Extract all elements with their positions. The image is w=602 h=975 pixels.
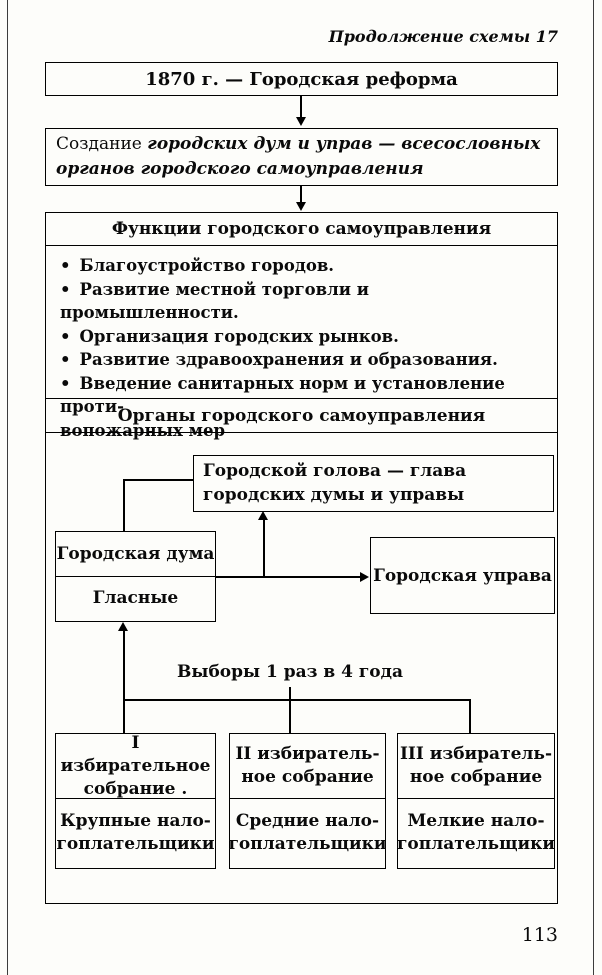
bullet-icon: • (60, 373, 71, 393)
assembly-3-payers-cell (398, 799, 554, 866)
assembly-3-title-line1: III избиратель- (399, 744, 552, 764)
connector-elections-stub (289, 687, 291, 733)
duma-text: Городская дума (56, 543, 215, 564)
assembly-2-title-line1: II избиратель- (235, 744, 380, 764)
glasnye-cell (56, 576, 215, 620)
assembly-3-box (397, 733, 555, 869)
creation-lead: Создание (56, 134, 148, 154)
connector-line-1 (300, 96, 302, 118)
assembly-1-payers-cell (56, 799, 215, 866)
assembly-3-title-line2: ное собрание (409, 767, 543, 787)
creation-emphasis-1: городских дум и управ — всесословных (147, 134, 541, 154)
connector-drop-assembly-1 (123, 700, 125, 733)
arrow-down-2-icon (296, 202, 306, 211)
arrow-right-uprava-icon (360, 572, 369, 582)
bullet-icon: • (60, 350, 71, 369)
connector-duma-golova-v (123, 480, 125, 532)
elections-label (150, 662, 430, 682)
connector-elections-h (123, 699, 471, 701)
bullet-text: Развитие здравоохранения и образования. (79, 350, 498, 369)
assembly-2-box (229, 733, 386, 869)
bullet-text: Организация городских рынков. (79, 326, 399, 346)
connector-glasnye-v (123, 630, 125, 700)
arrow-down-1-icon (296, 117, 306, 126)
golova-box (193, 455, 554, 512)
connector-drop-assembly-3 (469, 700, 471, 733)
bullet-item (60, 278, 550, 325)
bullet-text: Благоустройство городов. (79, 256, 335, 275)
uprava-box (370, 537, 555, 614)
connector-line-2 (300, 186, 302, 203)
assembly-1-title-line2: собрание . (83, 778, 188, 799)
page-edge-right (593, 0, 594, 975)
organs-header (46, 398, 557, 433)
duma-title-cell (56, 532, 215, 576)
bullet-item (60, 254, 550, 278)
assembly-2-title-line2: ное собрание (241, 767, 374, 787)
elections-label-text: Выборы 1 раз в 4 года (177, 662, 403, 682)
page-number-text: 113 (521, 924, 558, 946)
bullet-icon: • (60, 326, 71, 346)
duma-box (55, 531, 216, 622)
bullet-item (60, 348, 550, 372)
title-text: 1870 г. — Городская реформа (145, 68, 458, 90)
assembly-2-payers-line1: Средние нало- (235, 810, 380, 831)
assembly-1-box (55, 733, 216, 869)
connector-up-golova (263, 519, 265, 577)
connector-duma-uprava (216, 576, 361, 578)
page-edge-left (7, 0, 8, 975)
title-box (45, 62, 558, 96)
uprava-text: Городская управа (373, 565, 552, 586)
assembly-2-payers-cell (230, 799, 385, 866)
assembly-1-title-line1: I избирательное (60, 732, 211, 776)
assembly-3-payers-line1: Мелкие нало- (407, 810, 545, 831)
assembly-1-title-cell (56, 734, 215, 799)
arrow-up-golova-icon (258, 511, 268, 520)
bullet-icon: • (60, 279, 71, 299)
assembly-1-payers-line1: Крупные нало- (60, 810, 211, 831)
organs-header-text: Органы городского самоуправления (117, 405, 486, 426)
page-number (522, 924, 558, 946)
bullet-text: Введение санитарных норм и установление проти- (60, 373, 505, 416)
functions-header-text: Функции городского самоуправления (111, 219, 492, 239)
assembly-3-payers-line2: гоплательщики (397, 833, 555, 854)
bullet-item (60, 325, 550, 349)
bullet-text: Развитие местной торговли и промышленности. (60, 279, 369, 322)
functions-header (46, 213, 557, 246)
assembly-2-title-cell (230, 734, 385, 799)
bullet-icon: • (60, 256, 71, 275)
assembly-2-payers-line2: гоплательщики (228, 833, 387, 854)
continuation-note (329, 27, 558, 46)
connector-duma-golova-h (123, 479, 193, 481)
creation-box (45, 128, 558, 186)
glasnye-text: Гласные (92, 588, 179, 608)
creation-emphasis-2: органов городского самоуправления (56, 159, 424, 179)
golova-text: Городской голова — глава городских думы и управы (203, 461, 467, 505)
assembly-3-title-cell (398, 734, 554, 799)
continuation-note-text: Продолжение схемы 17 (328, 27, 558, 46)
assembly-1-payers-line2: гоплательщики (56, 833, 215, 854)
bullet-text-continuation: вопожарных мер (60, 420, 226, 440)
